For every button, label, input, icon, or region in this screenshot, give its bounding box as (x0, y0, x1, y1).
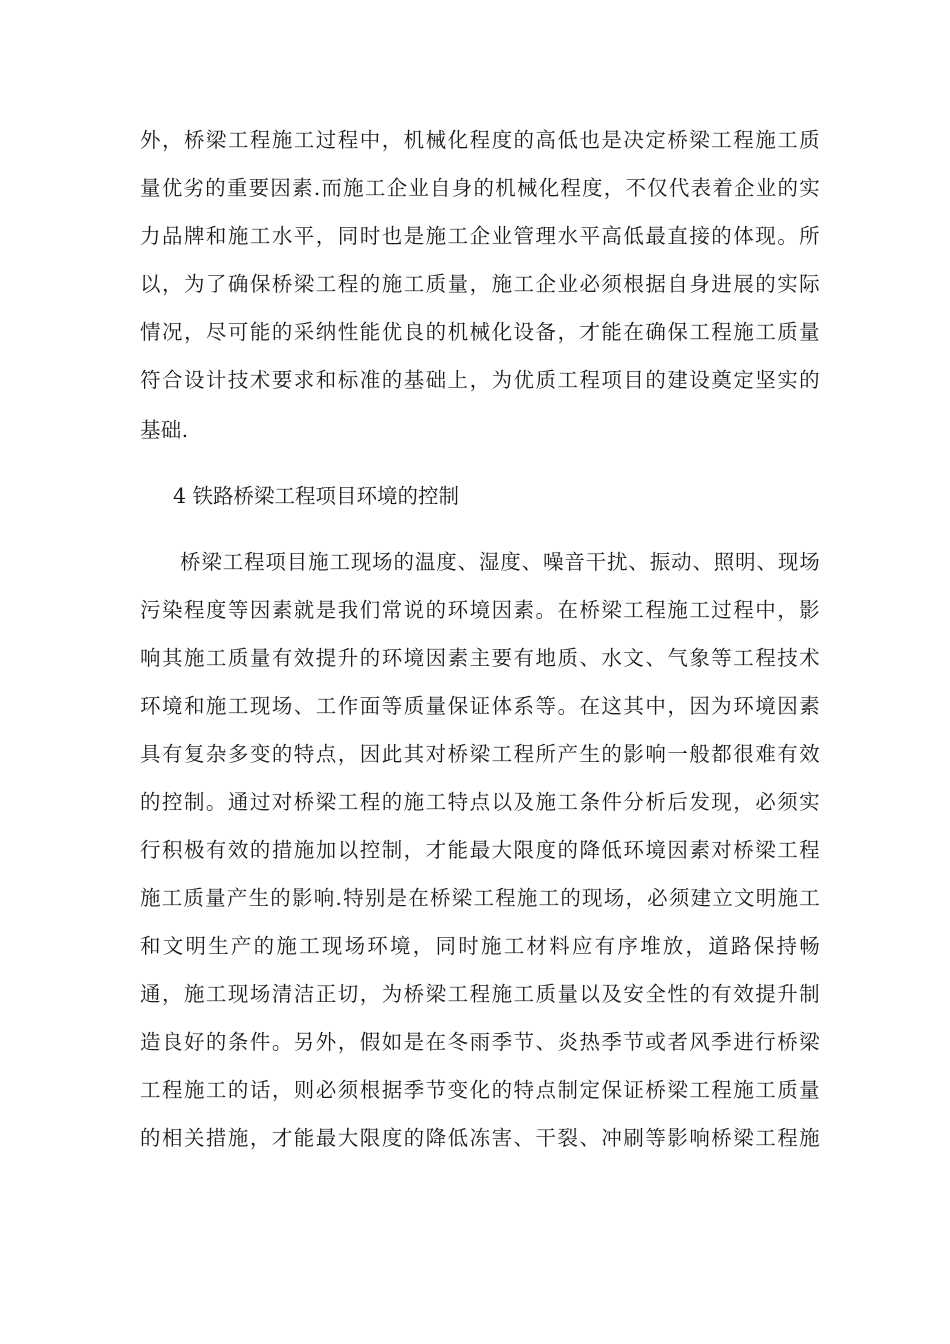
paragraph-2-line-3: 响其施工质量有效提升的环境因素主要有地质、水文、气象等工程技术 (140, 646, 820, 670)
paragraph-2-line-8: 施工质量产生的影响.特别是在桥梁工程施工的现场，必须建立文明施工 (140, 886, 820, 910)
paragraph-2-line-2: 污染程度等因素就是我们常说的环境因素。在桥梁工程施工过程中，影 (140, 598, 820, 622)
paragraph-1-line-2: 量优劣的重要因素.而施工企业自身的机械化程度，不仅代表着企业的实 (140, 176, 820, 200)
paragraph-1-line-5: 情况，尽可能的采纳性能优良的机械化设备，才能在确保工程施工质量 (140, 320, 820, 344)
paragraph-1-line-6: 符合设计技术要求和标准的基础上，为优质工程项目的建设奠定坚实的 (140, 368, 820, 392)
paragraph-1-line-3: 力品牌和施工水平，同时也是施工企业管理水平高低最直接的体现。所 (140, 224, 820, 248)
paragraph-2-line-4: 环境和施工现场、工作面等质量保证体系等。在这其中，因为环境因素 (140, 694, 820, 718)
paragraph-1-line-7: 基础. (140, 418, 189, 442)
paragraph-2-line-9: 和文明生产的施工现场环境，同时施工材料应有序堆放，道路保持畅 (140, 934, 820, 958)
paragraph-1-line-1: 外，桥梁工程施工过程中，机械化程度的高低也是决定桥梁工程施工质 (140, 128, 820, 152)
paragraph-2-line-11: 造良好的条件。另外，假如是在冬雨季节、炎热季节或者风季进行桥梁 (140, 1030, 820, 1054)
paragraph-2-line-10: 通，施工现场清洁正切，为桥梁工程施工质量以及安全性的有效提升制 (140, 982, 820, 1006)
paragraph-2-line-7: 行积极有效的措施加以控制，才能最大限度的降低环境因素对桥梁工程 (140, 838, 820, 862)
paragraph-2-line-6: 的控制。通过对桥梁工程的施工特点以及施工条件分析后发现，必须实 (140, 790, 820, 814)
paragraph-2-line-1: 桥梁工程项目施工现场的温度、湿度、噪音干扰、振动、照明、现场 (180, 550, 820, 574)
paragraph-1-line-4: 以，为了确保桥梁工程的施工质量，施工企业必须根据自身进展的实际 (140, 272, 820, 296)
paragraph-2-line-12: 工程施工的话，则必须根据季节变化的特点制定保证桥梁工程施工质量 (140, 1078, 820, 1102)
paragraph-2-line-13: 的相关措施，才能最大限度的降低冻害、干裂、冲刷等影响桥梁工程施 (140, 1126, 820, 1150)
paragraph-2-line-5: 具有复杂多变的特点，因此其对桥梁工程所产生的影响一般都很难有效 (140, 742, 820, 766)
section-heading: 4 铁路桥梁工程项目环境的控制 (173, 484, 460, 508)
